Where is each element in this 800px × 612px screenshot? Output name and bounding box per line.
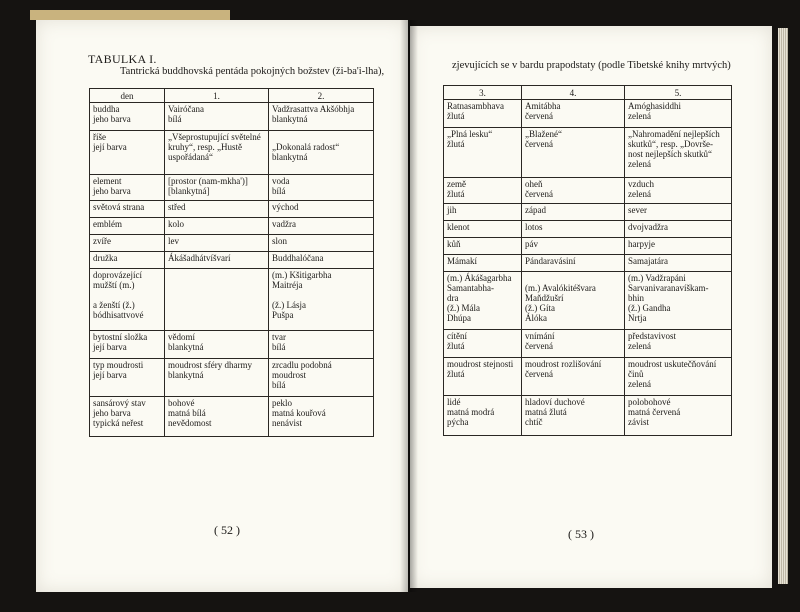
table-row [90,201,374,218]
table-cell: jih [444,204,522,221]
book-gutter [400,20,418,592]
pentad-table-right [443,85,732,436]
table-cell: harpyje [625,238,732,255]
table-cell: „Nahromadění nejlepších skutků“, resp. „Dovrše- nost nejlepších skutků“ zelená [625,128,732,178]
table-cell: Pándaravásiní [522,255,625,272]
table-cell: doprovázející mužští (m.) a ženští (ž.) bódhisattvové [90,269,165,331]
table-title: TABULKA I. [88,52,157,66]
table-row [444,178,732,204]
table-row [444,272,732,330]
table-cell: moudrost uskutečňování činů zelená [625,358,732,396]
table-cell: kolo [165,218,269,235]
table-cell: páv [522,238,625,255]
table-cell: oheň červená [522,178,625,204]
table-cell: moudrost rozlišování červená [522,358,625,396]
table-cell: Mámakí [444,255,522,272]
table-cell: Ratnasambhava žlutá [444,100,522,128]
table-row [90,218,374,235]
table-cell: (m.) Ákášagarbha Samantabha- dra (ž.) Mála Dhúpa [444,272,522,330]
table-row [444,204,732,221]
column-header: 3. [444,86,522,100]
table-cell: Amitábha červená [522,100,625,128]
table-cell: bytostní složka její barva [90,331,165,359]
table-cell: východ [269,201,374,218]
table-cell: tvar bílá [269,331,374,359]
table-cell: buddha jeho barva [90,103,165,131]
table-row [444,100,732,128]
table-cell: zvíře [90,235,165,252]
table-cell: Vadžrasattva Akšóbhja blankytná [269,103,374,131]
table-cell: Buddhalóčana [269,252,374,269]
table-cell [165,269,269,331]
table-row [90,331,374,359]
table-row [90,269,374,331]
table-cell: země žlutá [444,178,522,204]
table-cell: „Blažené“ červená [522,128,625,178]
table-cell: sansárový stav jeho barva typická neřest [90,397,165,437]
column-header: 1. [165,89,269,103]
table-row [90,103,374,131]
table-cell: střed [165,201,269,218]
table-row [444,330,732,358]
table-row [90,175,374,201]
table-cell: kůň [444,238,522,255]
table-cell: moudrost stejnosti žlutá [444,358,522,396]
table-cell: Samajatára [625,255,732,272]
page-number-right: ( 53 ) [568,527,594,541]
table-cell: hladoví duchové matná žlutá chtíč [522,396,625,436]
table-cell: vědomí blankytná [165,331,269,359]
table-cell: typ moudrosti její barva [90,359,165,397]
table-cell: vnímání červená [522,330,625,358]
table-cell: (m.) Vadžrapáni Sarvanivaranavíškam- bhin (ž.) Gandha Nrtja [625,272,732,330]
table-cell: „Všeprostupující světelné kruhy“, resp. „Hustě uspořádaná“ [165,131,269,175]
table-row [90,397,374,437]
table-header-row [444,86,732,100]
table-cell: sever [625,204,732,221]
table-cell: [prostor (nam-mkha')] [blankytná] [165,175,269,201]
page-number-left: ( 52 ) [214,523,240,537]
column-header: 5. [625,86,732,100]
page-edges [778,28,788,584]
table-subtitle-left: Tantrická buddhovská pentáda pokojných božstev (ži-ba'i-lha), [120,66,385,77]
table-cell: zrcadlu podobná moudrost bílá [269,359,374,397]
table-cell: peklo matná kouřová nenávist [269,397,374,437]
table-row [444,128,732,178]
table-cell: říše její barva [90,131,165,175]
table-cell: západ [522,204,625,221]
table-row [444,396,732,436]
table-cell: (m.) Avalókitéšvara Maňdžušrí (ž.) Gíta Álóka [522,272,625,330]
table-header-row [90,89,374,103]
book-cover-edge [30,10,230,20]
table-cell: družka [90,252,165,269]
table-cell: voda bílá [269,175,374,201]
table-cell: Ákášadhátvíšvarí [165,252,269,269]
table-cell: moudrost sféry dharmy blankytná [165,359,269,397]
table-row [444,255,732,272]
table-row [90,252,374,269]
table-cell: emblém [90,218,165,235]
table-cell: lidé matná modrá pýcha [444,396,522,436]
table-cell: vzduch zelená [625,178,732,204]
table-cell: slon [269,235,374,252]
table-subtitle-right: zjevujících se v bardu prapodstaty (podle Tibetské knihy mrtvých) [452,60,731,71]
table-row [90,359,374,397]
column-header: 2. [269,89,374,103]
table-cell: „Dokonalá radost“ blankytná [269,131,374,175]
table-cell: lev [165,235,269,252]
table-row [90,235,374,252]
table-cell: Amóghasiddhi zelená [625,100,732,128]
table-row [90,131,374,175]
table-cell: cítění žlutá [444,330,522,358]
table-cell: bohové matná bílá nevědomost [165,397,269,437]
table-cell: (m.) Kšitigarbha Maitréja (ž.) Lásja Pušpa [269,269,374,331]
table-cell: klenot [444,221,522,238]
table-cell: vadžra [269,218,374,235]
column-header: den [90,89,165,103]
table-cell: dvojvadžra [625,221,732,238]
table-row [444,221,732,238]
table-cell: lotos [522,221,625,238]
table-cell: element jeho barva [90,175,165,201]
table-cell: „Plná lesku“ žlutá [444,128,522,178]
table-cell: Vairóčana bílá [165,103,269,131]
column-header: 4. [522,86,625,100]
table-row [444,238,732,255]
table-cell: světová strana [90,201,165,218]
pentad-table-left [89,88,374,437]
table-cell: polobohové matná červená závist [625,396,732,436]
table-cell: představivost zelená [625,330,732,358]
table-row [444,358,732,396]
